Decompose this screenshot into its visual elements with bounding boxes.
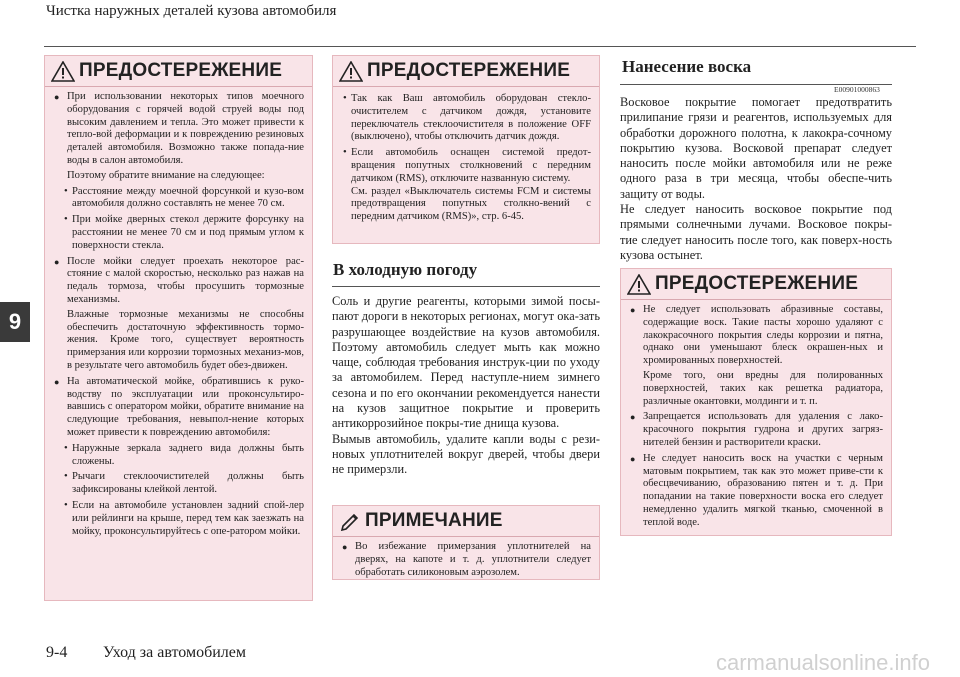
warning-triangle-icon <box>339 61 363 82</box>
note-box <box>332 505 600 580</box>
pencil-icon <box>339 511 361 531</box>
warning-triangle-icon <box>51 61 75 82</box>
warning-title: ПРЕДОСТЕРЕЖЕНИЕ <box>79 60 283 81</box>
warning-subitem: • Рычаги стеклоочистителей должны быть зафиксированы клейкой лентой. <box>64 471 304 496</box>
warning-bullet: ● Запрещается использовать для удаления с лако-красочного покрытия гудрона и других загряз-нителей бензин и растворители краски. <box>629 411 883 449</box>
warning-subitem: • Если на автомобиле установлен задний спой-лер или рейлинги на крыше, перед тем как заезжать на мойку, проконсультируйтесь с опе-ратором мойки. <box>64 499 304 537</box>
warning-subitem: • При мойке дверных стекол держите форсунку на расстоянии не менее 70 см и под прямым углом к поверхности стекла. <box>64 214 304 251</box>
wax-text: Восковое покрытие помогает предотвратить прилипание грязи и реагентов, используемых для обработки дорожного полотна, к лакокра-сочному покрытию кузова. Восковой препарат следует наносить после мойки автомобиля или не реже одного раза в три месяца, чтобы обеспе-чить защиту от воды. Не следует наносить восковое покрытие под прямыми солнечными лучами. Восковое покры-тие следует наносить после того, как поверх-ность кузова остынет. <box>620 95 892 262</box>
warning-subitem: • Расстояние между моечной форсункой и кузо-вом автомобиля должно составлять не менее 70 см. <box>64 185 304 210</box>
page-number: 9-4 <box>46 644 68 661</box>
warning-subitem: • Наружные зеркала заднего вида должны быть сложены. <box>64 442 304 467</box>
warning-subitem: • Если автомобиль оснащен системой предот-вращения попутных столкновений с передним датчиком (RMS), отключите названную систему. См. раздел «Выключатель системы FCM и системы предотвращения попутных столкно-вений с передним датчиком (RMS)», стр. 6-45. <box>343 147 591 223</box>
warning-triangle-icon <box>627 274 651 295</box>
warning-title: ПРЕДОСТЕРЕЖЕНИЕ <box>367 60 571 81</box>
note-bullet: ● Во избежание примерзания уплотнителей на дверях, на капоте и т. д. уплотнители следует обработать силиконовым аэрозолем. <box>341 541 591 579</box>
document-code: E00901000863 <box>834 85 880 94</box>
warning-bullet: ● После мойки следует проехать некоторое рас-стояние с малой скоростью, несколько раз нажав на педаль тормоза, чтобы просушить тормозные механизмы. Влажные тормозные механизмы не способны обеспечить достаточную эффективность тормо-жения. Кроме того, существует вероятность примерзания или коррозии тормозных механиз-мов, в результате чего автомобиль будет обез-движен. <box>53 256 304 373</box>
header-rule <box>44 46 916 47</box>
warning-subitem: • Так как Ваш автомобиль оборудован стекло-очистителем с датчиком дождя, установите переключатель стеклоочистителя в положение OFF (выключено), чтобы отключить датчик дождя. <box>343 93 591 143</box>
section-rule <box>332 286 600 287</box>
warning-box-2 <box>332 55 600 244</box>
warning-bullet: ● На автоматической мойке, обратившись к руко-водству по эксплуатации или проконсультиро-вавшись с оператором мойки, обратите внимание на следующие требования, невыпол-нение которых может привести к повреждению автомобиля: <box>53 376 304 440</box>
warning-box-3 <box>620 268 892 536</box>
warning-box-1 <box>44 55 313 601</box>
warning-bullet: ● Не следует использовать абразивные составы, содержащие воск. Такие пасты хорошо удаляют с лакокрасочного покрытия следы коррозии и пятна, однако они уменьшают блеск окрашен-ных и хромированных поверхностей. Кроме того, они вредны для полированных поверхностей, таких как решетка радиатора, различные окантовки, молдинги и т. п. <box>629 304 883 408</box>
section-title-wax: Нанесение воска <box>622 57 752 76</box>
warning-bullet: ● Не следует наносить воск на участки с черным матовым покрытием, так как это может приве-сти к обесцвечиванию, образованию пятен и т. д. При попадании на такие поверхности воска его следует немедленно удалить мягкой тканью, смоченной в теплой воде. <box>629 453 883 530</box>
watermark: carmanualsonline.info <box>715 650 930 675</box>
chapter-tab: 9 <box>0 302 30 342</box>
cold-weather-text: Соль и другие реагенты, которыми зимой посы-пают дороги в некоторых регионах, могут ока-зать разрушающее воздействие на кузов автомобиля. Поэтому автомобиль следует мыть как можно чаще, соблюдая требования инструк-ции по уходу за автомобилем. Перед наступле-нием зимнего сезона и по его окончании рекомендуется нанести на кузов защитное покрытие и проверить антикоррозийное покры-тие днища кузова. Вымыв автомобиль, удалите капли воды с рези-новых уплотнителей вокруг дверей, чтобы двери не примерзли. <box>332 294 600 477</box>
section-title-cold-weather: В холодную погоду <box>333 260 478 279</box>
page-header-title: Чистка наружных деталей кузова автомобиля <box>46 3 337 19</box>
note-title: ПРИМЕЧАНИЕ <box>365 510 503 531</box>
chapter-name: Уход за автомобилем <box>103 644 246 661</box>
warning-title: ПРЕДОСТЕРЕЖЕНИЕ <box>655 273 859 294</box>
warning-bullet: ● При использовании некоторых типов моечного оборудования с горячей водой струей воды под высоким давлением и тепла. Это может привести к тепло-вой деформации и к повреждению резиновых деталей автомобиля. Возможно также попада-ние воды в салон автомобиля. Поэтому обратите внимание на следующее: <box>53 91 304 183</box>
